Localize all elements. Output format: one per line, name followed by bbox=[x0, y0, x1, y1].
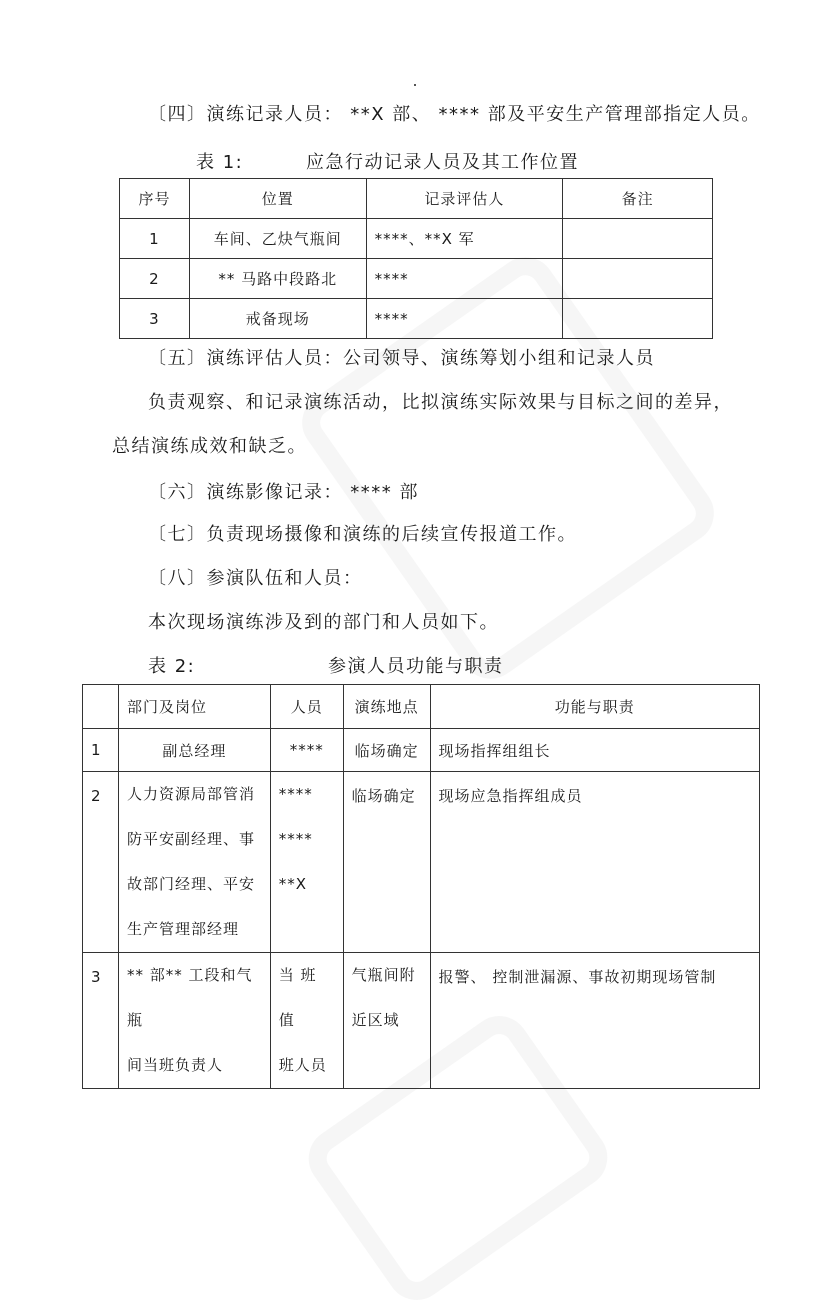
table-cell: ****、**X 军 bbox=[366, 219, 563, 259]
table-cell: 现场指挥组组长 bbox=[430, 729, 759, 772]
table-cell: 现场应急指挥组成员 bbox=[430, 772, 759, 953]
table-cell bbox=[118, 772, 270, 953]
table-header-cell: 功能与职责 bbox=[430, 685, 759, 729]
table-cell bbox=[563, 299, 713, 339]
paragraph-record-staff: 〔四〕演练记录人员： **X 部、 **** 部及平安生产管理部指定人员。 bbox=[148, 104, 761, 125]
table1 bbox=[119, 178, 713, 339]
table-cell: 1 bbox=[120, 219, 190, 259]
table-cell: 2 bbox=[120, 259, 190, 299]
table-cell bbox=[343, 953, 430, 1089]
table1-title: 应急行动记录人员及其工作位置 bbox=[306, 152, 579, 173]
paragraph-eval-staff: 〔五〕演练评估人员：公司领导、演练筹划小组和记录人员 bbox=[148, 348, 655, 369]
table-row bbox=[83, 729, 760, 772]
cell-line: 班人员 bbox=[278, 1056, 327, 1074]
table-cell: 临场确定 bbox=[343, 729, 430, 772]
cell-line: ** 部** 工段和气瓶 bbox=[126, 966, 253, 1029]
table-cell: 戒备现场 bbox=[189, 299, 366, 339]
table-cell: 报警、 控制泄漏源、事故初期现场管制 bbox=[430, 953, 759, 1089]
cell-line: 气瓶间附 bbox=[351, 966, 416, 984]
cell-line: **** bbox=[278, 830, 313, 848]
table-cell: 临场确定 bbox=[343, 772, 430, 953]
table-header-row bbox=[120, 179, 713, 219]
table-cell: **** bbox=[270, 729, 343, 772]
table-row bbox=[83, 953, 760, 1089]
table-cell: **** bbox=[366, 299, 563, 339]
table2 bbox=[82, 684, 760, 1089]
table-cell: ** 马路中段路北 bbox=[189, 259, 366, 299]
table-cell bbox=[563, 219, 713, 259]
paragraph-video-duty: 〔七〕负责现场摄像和演练的后续宣传报道工作。 bbox=[148, 524, 577, 545]
stray-dot bbox=[414, 84, 416, 86]
cell-line: 故部门经理、平安 bbox=[126, 875, 255, 893]
cell-line: 当 班 值 bbox=[278, 966, 317, 1029]
table-row bbox=[83, 772, 760, 953]
cell-line: **X bbox=[278, 875, 308, 893]
table-cell bbox=[270, 953, 343, 1089]
paragraph-eval-duty: 总结演练成效和缺乏。 bbox=[112, 436, 307, 457]
table-cell bbox=[118, 953, 270, 1089]
table2-title: 参演人员功能与职责 bbox=[328, 656, 504, 677]
table-header-cell: 部门及岗位 bbox=[118, 685, 270, 729]
table-header-cell: 位置 bbox=[189, 179, 366, 219]
table-cell: **** bbox=[366, 259, 563, 299]
table1-label: 表 1: bbox=[196, 152, 244, 173]
table-cell: 2 bbox=[83, 772, 119, 953]
table-header-cell: 人员 bbox=[270, 685, 343, 729]
paragraph-video: 〔六〕演练影像记录： **** 部 bbox=[148, 482, 419, 503]
table-row bbox=[120, 219, 713, 259]
cell-line: 间当班负责人 bbox=[126, 1056, 223, 1074]
table-cell bbox=[270, 772, 343, 953]
table-cell bbox=[563, 259, 713, 299]
table2-label: 表 2: bbox=[148, 656, 196, 677]
cell-line: 近区域 bbox=[351, 1011, 400, 1029]
table-cell: 3 bbox=[83, 953, 119, 1089]
table-header-cell: 备注 bbox=[563, 179, 713, 219]
table-cell: 3 bbox=[120, 299, 190, 339]
paragraph-participants-desc: 本次现场演练涉及到的部门和人员如下。 bbox=[148, 612, 499, 633]
cell-line: 人力资源局部管消 bbox=[126, 785, 255, 803]
table-header-cell: 演练地点 bbox=[343, 685, 430, 729]
paragraph-eval-duty: 负责观察、和记录演练活动，比拟演练实际效果与目标之间的差异， bbox=[148, 392, 733, 413]
table-row bbox=[120, 259, 713, 299]
cell-line: 防平安副经理、事 bbox=[126, 830, 255, 848]
cell-line: 生产管理部经理 bbox=[126, 920, 239, 938]
cell-line: **** bbox=[278, 785, 313, 803]
table-row bbox=[120, 299, 713, 339]
table-cell: 副总经理 bbox=[118, 729, 270, 772]
table-header-cell: 记录评估人 bbox=[366, 179, 563, 219]
table-header-cell bbox=[83, 685, 119, 729]
table-header-cell: 序号 bbox=[120, 179, 190, 219]
paragraph-participants: 〔八〕参演队伍和人员： bbox=[148, 568, 363, 589]
table-cell: 1 bbox=[83, 729, 119, 772]
table-header-row bbox=[83, 685, 760, 729]
table-cell: 车间、乙炔气瓶间 bbox=[189, 219, 366, 259]
